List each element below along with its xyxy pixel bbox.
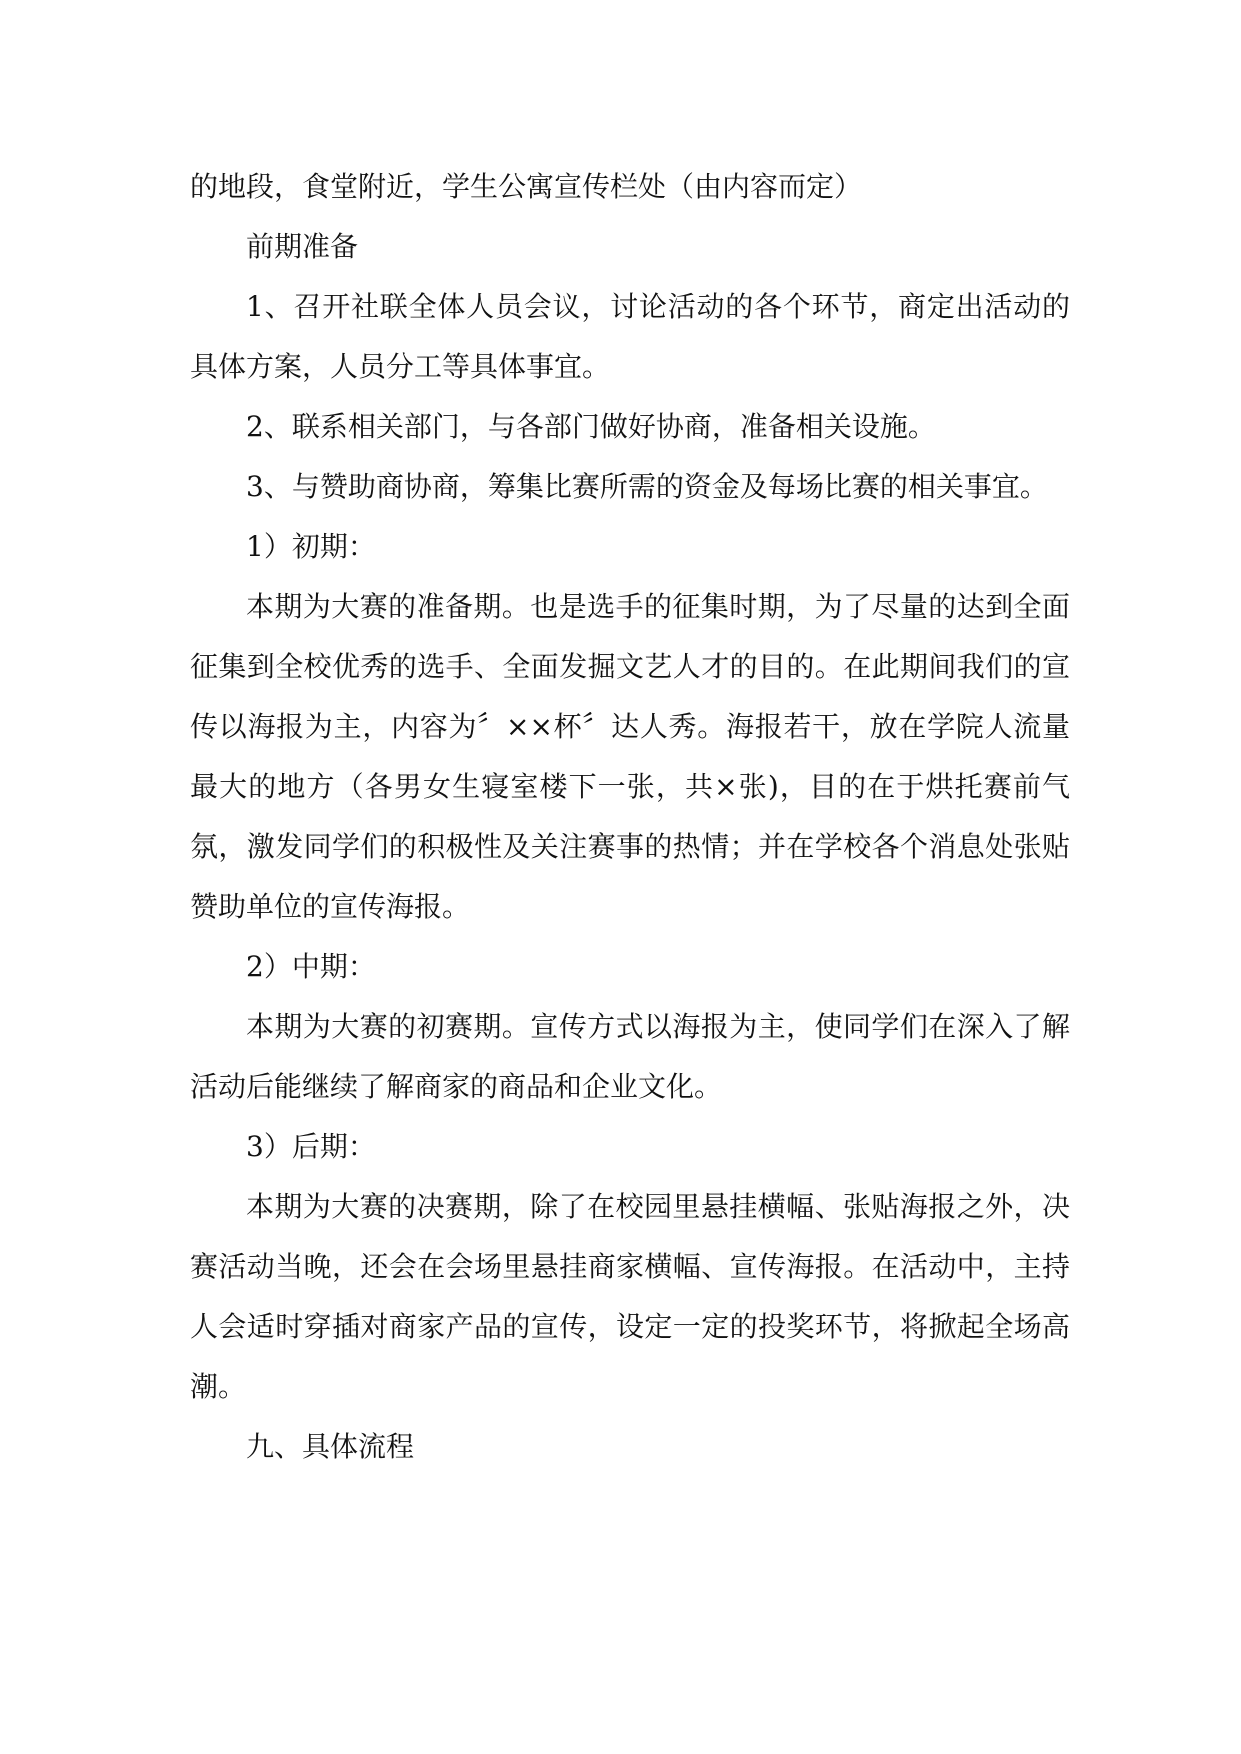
list-item-1: 1、召开社联全体人员会议，讨论活动的各个环节，商定出活动的具体方案，人员分工等具体事宜。 <box>190 290 1070 383</box>
heading-preparation: 前期准备 <box>246 230 359 263</box>
paragraph-middle-phase: 本期为大赛的初赛期。宣传方式以海报为主，使同学们在深入了解活动后能继续了解商家的商品和企业文化。 <box>190 1010 1070 1103</box>
subheading-early-phase: 1）初期： <box>246 530 376 563</box>
list-item-2: 2、联系相关部门，与各部门做好协商，准备相关设施。 <box>246 410 936 443</box>
paragraph-early-phase: 本期为大赛的准备期。也是选手的征集时期，为了尽量的达到全面征集到全校优秀的选手、全面发掘文艺人才的目的。在此期间我们的宣传以海报为主，内容为〞××杯〞达人秀。海报若干，放在学院人流量最大的地方（各男女生寝室楼下一张，共×张)，目的在于烘托赛前气氛，激发同学们的积极性及关注赛事的热情；并在学校各个消息处张贴赞助单位的宣传海报。 <box>190 590 1070 923</box>
paragraph-late-phase: 本期为大赛的决赛期，除了在校园里悬挂横幅、张贴海报之外，决赛活动当晚，还会在会场里悬挂商家横幅、宣传海报。在活动中，主持人会适时穿插对商家产品的宣传，设定一定的投奖环节，将掀起全场高潮。 <box>190 1190 1070 1403</box>
document-body <box>190 157 1070 1477</box>
paragraph-continuation: 的地段，食堂附近，学生公寓宣传栏处（由内容而定） <box>190 170 863 203</box>
subheading-late-phase: 3）后期： <box>246 1130 376 1163</box>
list-item-3: 3、与赞助商协商，筹集比赛所需的资金及每场比赛的相关事宜。 <box>246 470 1048 503</box>
section-heading-process: 九、具体流程 <box>246 1430 415 1463</box>
subheading-middle-phase: 2）中期： <box>246 950 376 983</box>
